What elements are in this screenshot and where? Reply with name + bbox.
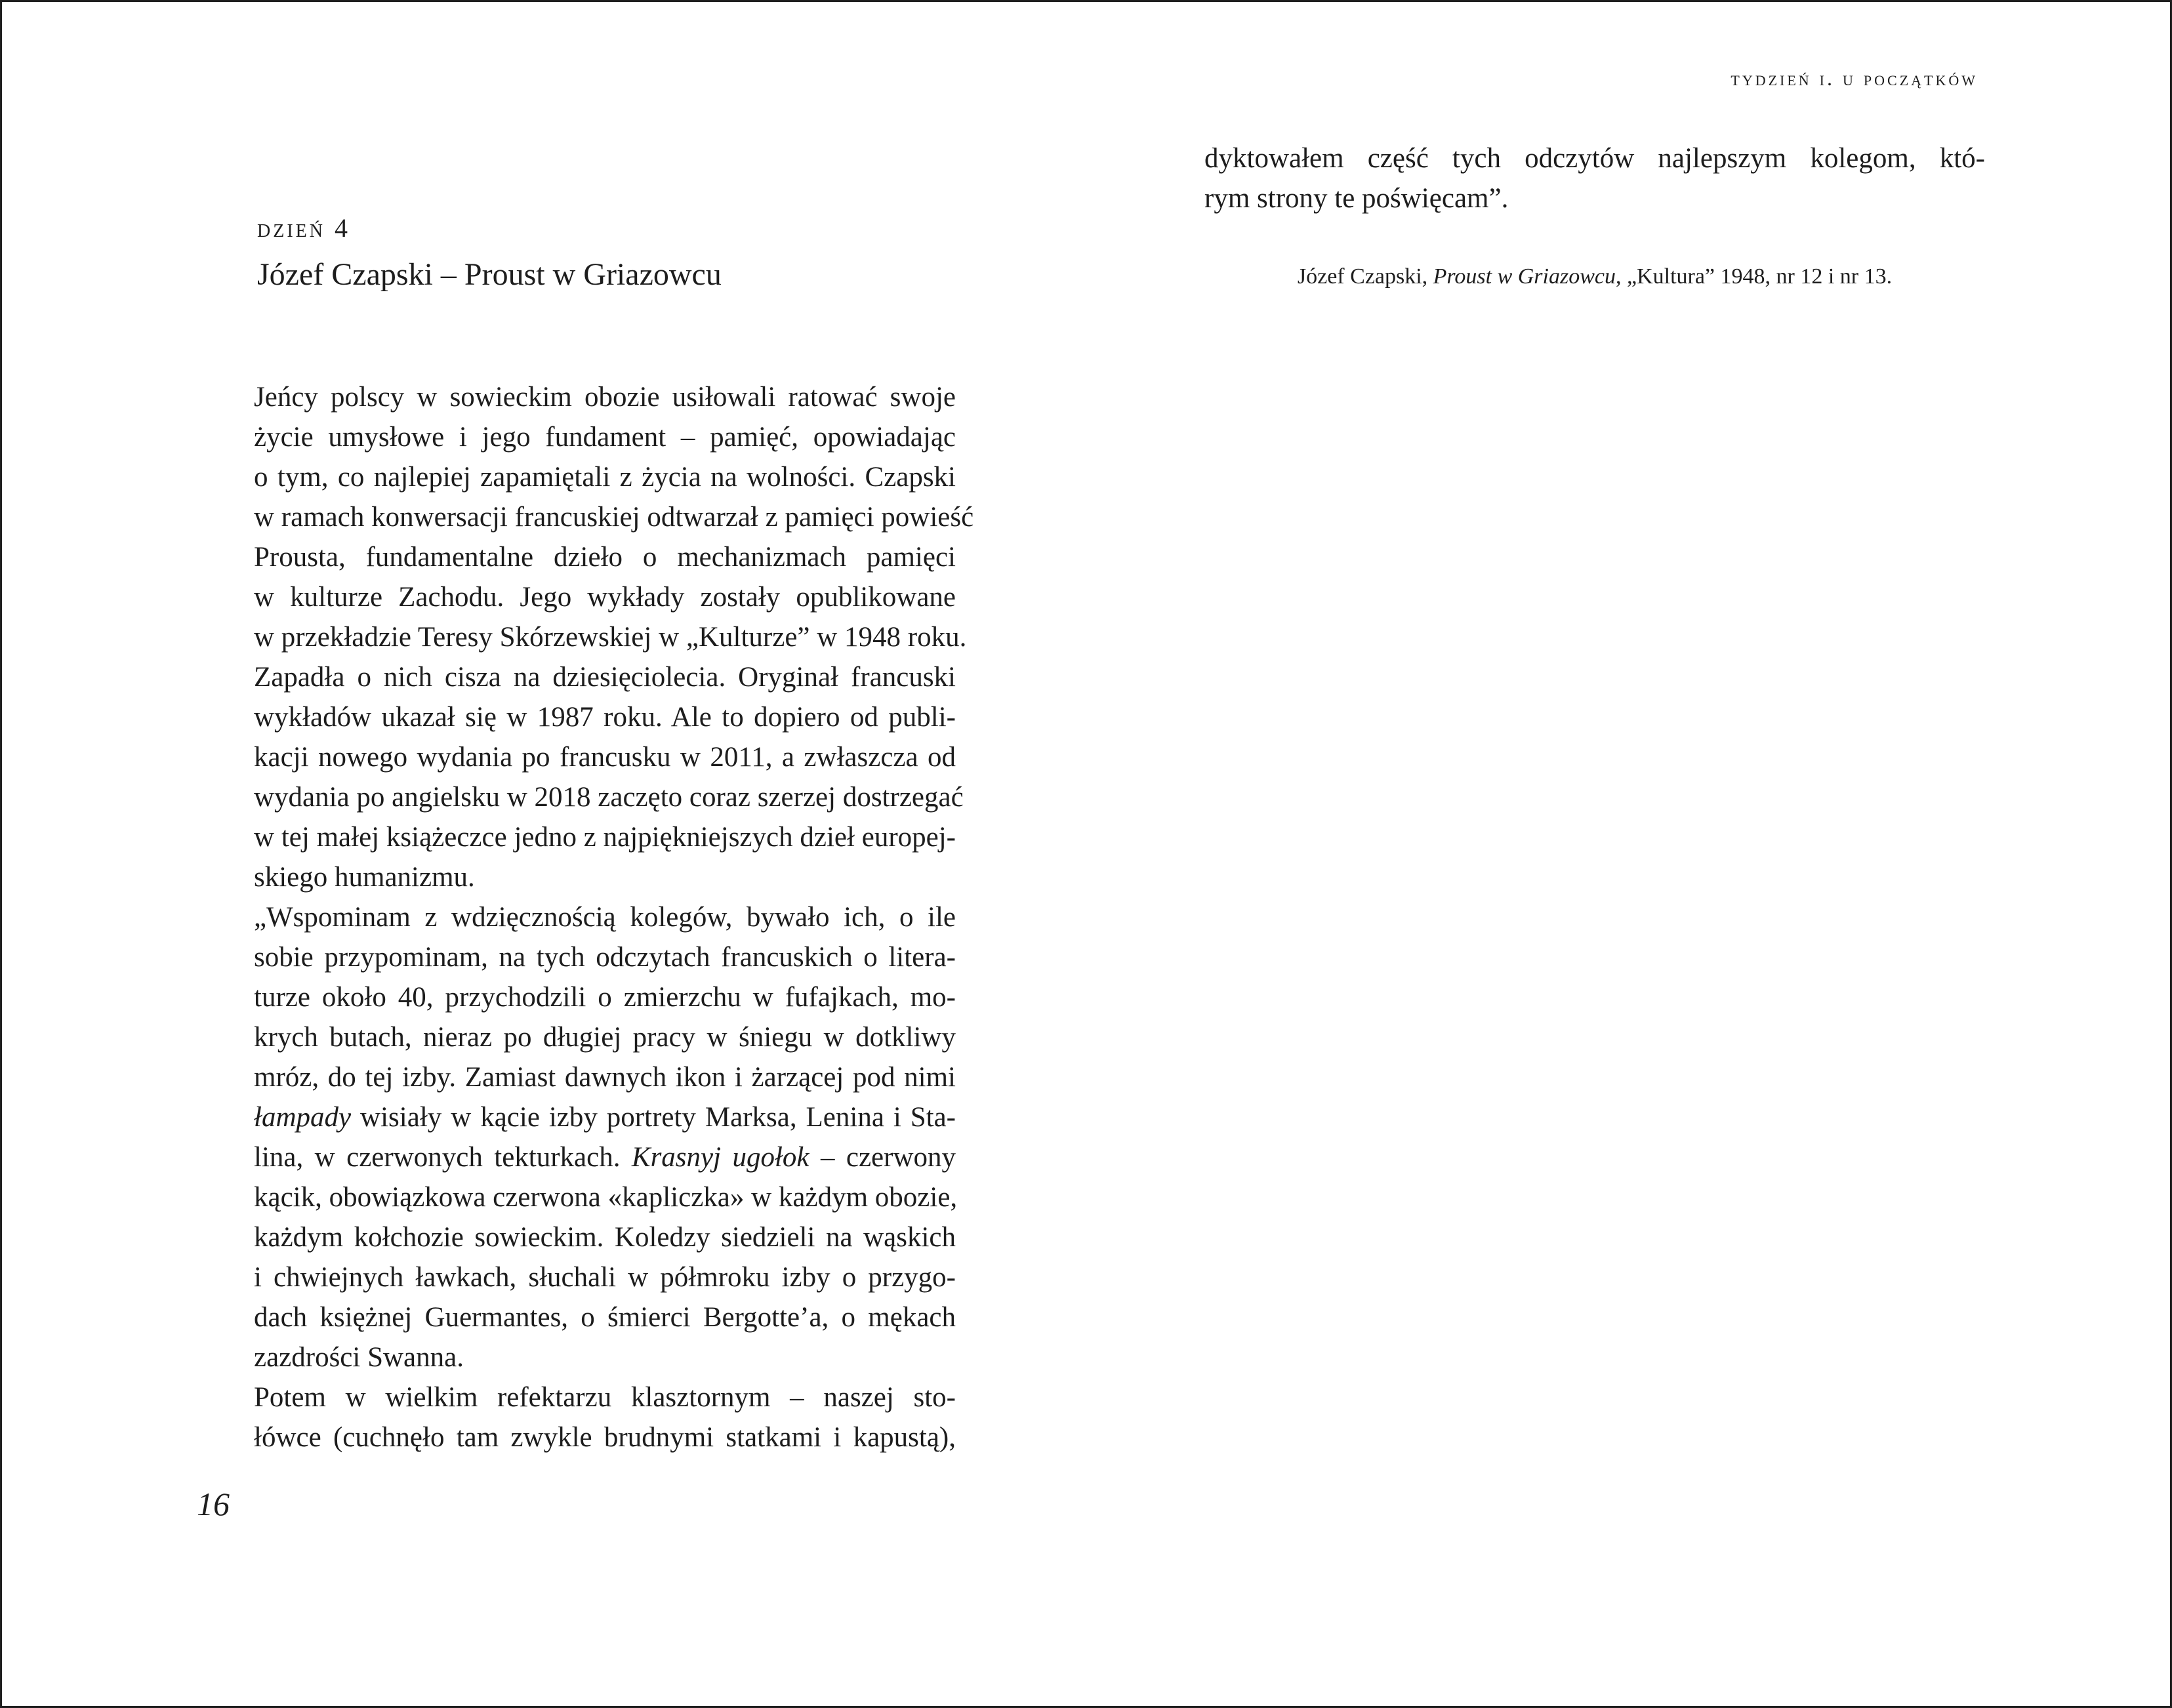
text-line: w tej małej książeczce jedno z najpiękniejszych dzieł europej- [254,822,956,853]
text-line: turze około 40, przychodzili o zmierzchu w fufajkach, mo- [254,982,956,1013]
text-line [200,1137,956,1177]
paragraph-3 [200,1377,956,1457]
text-line: rym strony te poświęcam”. [1204,183,1509,214]
text-line: o tym, co najlepiej zapamiętali z życia na wolności. Czapski [254,462,956,493]
text-line: i chwiejnych ławkach, słuchali w półmroku izby o przygo- [254,1262,956,1293]
text-segment: lina, w czerwonych tekturkach. [254,1142,621,1173]
left-page [0,0,1084,1708]
text-line: w kulturze Zachodu. Jego wykłady zostały opublikowane [254,582,956,613]
text-line: w przekładzie Teresy Skórzewskiej w „Kulturze” w 1948 roku. [254,622,967,653]
text-line: zazdrości Swanna. [254,1342,464,1373]
text-line: wydania po angielsku w 2018 zaczęto coraz szerzej dostrzegać [254,782,964,813]
text-line: łówce (cuchnęło tam zwykle brudnymi statkami i kapustą), [254,1422,956,1453]
text-line: Jeńcy polscy w sowieckim obozie usiłowali ratować swoje [254,382,956,413]
day-kicker: dzień 4 [257,213,350,243]
source-author: Józef Czapski, [1297,264,1433,289]
right-page [1084,0,2172,1708]
text-line: życie umysłowe i jego fundament – pamięć, opowiadając [254,422,956,453]
source-citation [1084,261,2106,293]
text-line [200,1097,956,1137]
text-segment: – czerwony [820,1142,956,1173]
text-line: Prousta, fundamentalne dzieło o mechanizmach pamięci [254,542,956,573]
running-head: tydzień i. u początków [1731,66,1978,90]
italic-term: łampady [254,1102,352,1133]
text-line: „Wspominam z wdzięcznością kolegów, bywało ich, o ile [254,902,956,933]
body-text [200,377,974,1457]
text-line: dach księżnej Guermantes, o śmierci Bergotte’a, o mękach [254,1302,956,1333]
text-line: w ramach konwersacji francuskiej odtwarzał z pamięci powieść [254,502,974,533]
text-line: Zapadła o nich cisza na dziesięciolecia. Oryginał francuski [254,662,956,693]
paragraph-1 [200,377,974,897]
text-line: krych butach, nieraz po długiej pracy w śniegu w dotkliwy [254,1022,956,1053]
quote-continuation [1204,138,1985,218]
text-line: każdym kołchozie sowieckim. Koledzy siedzieli na wąskich [254,1222,956,1253]
text-line: skiego humanizmu. [254,862,475,893]
source-work: Proust w Griazowcu [1433,264,1616,289]
italic-term: Krasnyj ugołok [631,1142,809,1173]
text-line: wykładów ukazał się w 1987 roku. Ale to dopiero od publi- [254,702,956,733]
page-number: 16 [197,1486,230,1522]
source-details: , „Kultura” 1948, nr 12 i nr 13. [1615,264,1893,289]
text-line: Potem w wielkim refektarzu klasztornym – naszej sto- [254,1382,956,1413]
text-line: kacji nowego wydania po francusku w 2011, a zwłaszcza od [254,742,956,773]
text-line: mróz, do tej izby. Zamiast dawnych ikon i żarzącej pod nimi [254,1062,956,1093]
text-segment: wisiały w kącie izby portrety Marksa, Lenina i Sta- [360,1102,956,1133]
paragraph-2 [200,897,956,1377]
text-line: kącik, obowiązkowa czerwona «kapliczka» w każdym obozie, [254,1182,958,1213]
text-line: sobie przypominam, na tych odczytach francuskich o litera- [254,942,956,973]
chapter-title: Józef Czapski – Proust w Griazowcu [257,257,722,292]
text-line: dyktowałem część tych odczytów najlepszym kolegom, któ- [1204,143,1985,174]
